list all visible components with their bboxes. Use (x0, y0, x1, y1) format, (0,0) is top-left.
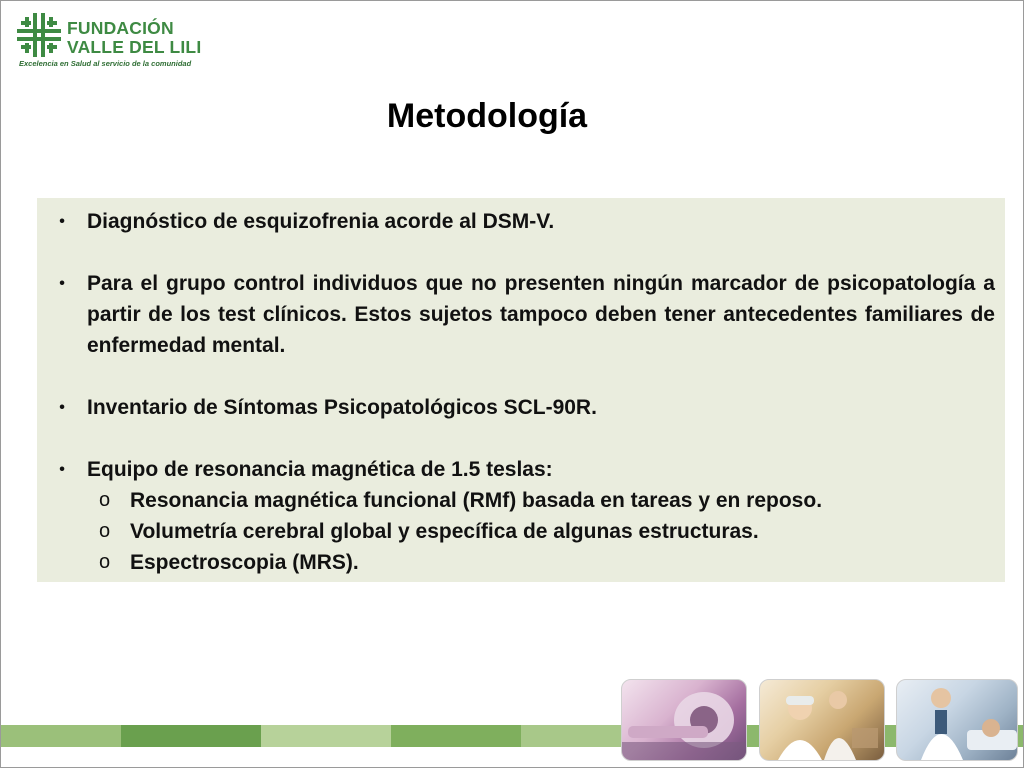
mri-scanner-photo (621, 679, 747, 761)
bullet-text: Equipo de resonancia magnética de 1.5 teslas: (87, 458, 553, 481)
sub-item-text: Resonancia magnética funcional (RMf) basada en tareas y en reposo. (130, 489, 823, 512)
content-box (37, 198, 1005, 582)
logo (17, 13, 207, 71)
bullet-icon: • (59, 399, 65, 416)
sub-bullet-icon: o (99, 551, 111, 573)
logo-name-line2: VALLE DEL LILI (67, 37, 202, 57)
slide-title: Metodología (386, 97, 588, 135)
bullet-text: Inventario de Síntomas Psicopatológicos SCL-90R. (87, 396, 597, 419)
sub-item-text: Volumetría cerebral global y específica de algunas estructuras. (130, 520, 759, 543)
lab-technician-photo (759, 679, 885, 761)
logo-name-line1: FUNDACIÓN (67, 18, 174, 38)
bullet-text: Diagnóstico de esquizofrenia acorde al DSM-V. (87, 210, 555, 233)
bullet-item (51, 454, 995, 578)
bullet-item (51, 206, 995, 237)
bullet-list (51, 206, 995, 578)
slide-title-wrap (1, 97, 973, 136)
sub-item (85, 485, 995, 516)
sub-item-text: Espectroscopia (MRS). (130, 551, 359, 574)
bullet-icon: • (59, 213, 65, 230)
bullet-item (51, 268, 995, 361)
bullet-text: Para el grupo control individuos que no presenten ningún marcador de psicopatología a partir de los test clínicos. Estos sujetos tampoco deben tener antecedentes familiares de enfermedad mental. (87, 272, 995, 357)
cross-grid-logo-icon (17, 13, 61, 57)
sub-item (85, 516, 995, 547)
bullet-icon: • (59, 275, 65, 292)
sub-bullet-icon: o (99, 489, 111, 511)
logo-name (67, 19, 201, 57)
sub-list (87, 485, 995, 578)
logo-tagline: Excelencia en Salud al servicio de la comunidad (19, 59, 192, 68)
doctor-patient-photo (896, 679, 1018, 761)
bullet-icon: • (59, 461, 65, 478)
sub-item (85, 547, 995, 578)
sub-bullet-icon: o (99, 520, 111, 542)
bullet-item (51, 392, 995, 423)
